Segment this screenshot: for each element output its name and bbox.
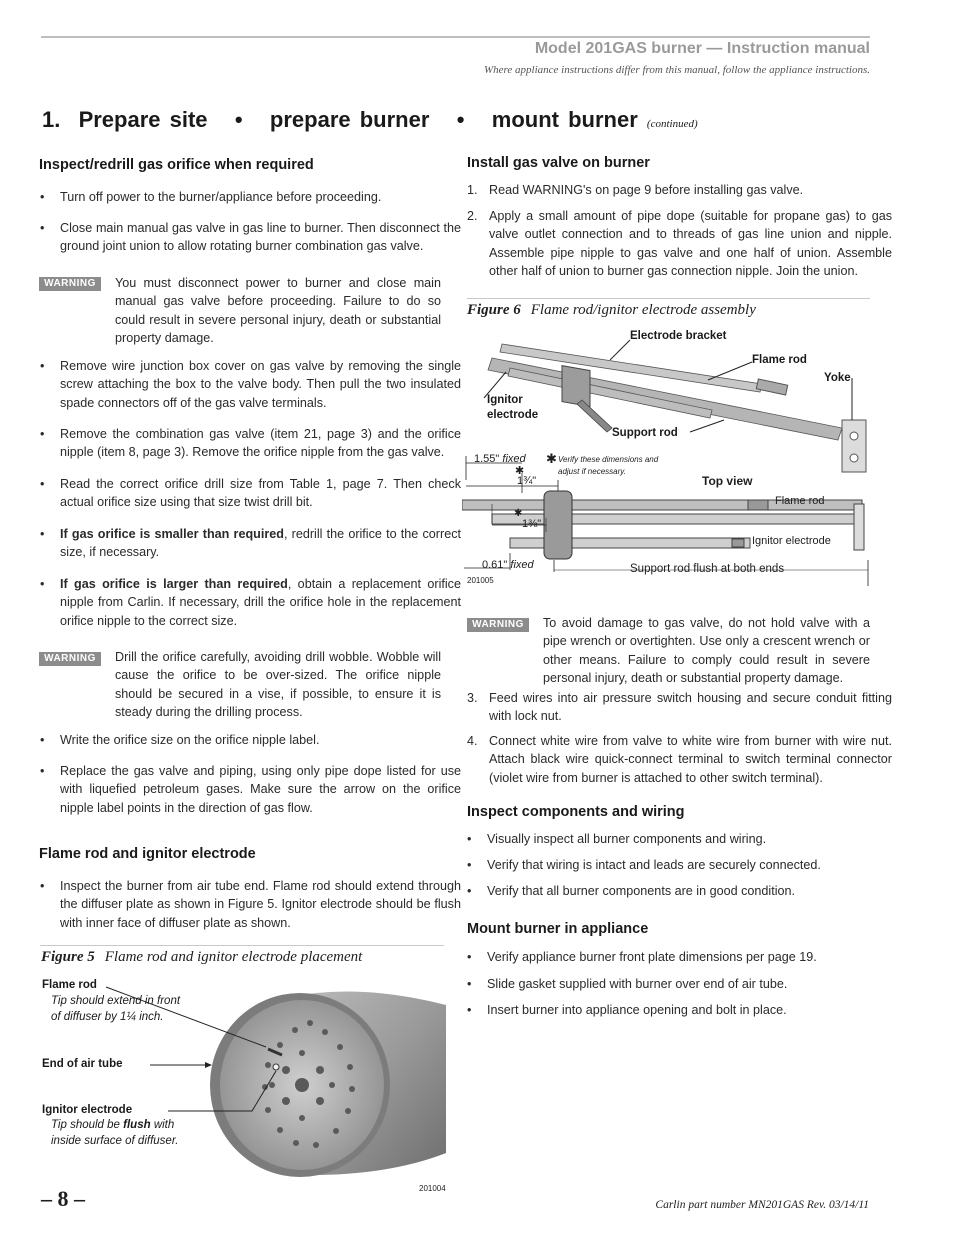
fig5-end-air-tube-label: End of air tube — [42, 1058, 123, 1070]
list-item: • Turn off power to the burner/appliance before proceeding. — [40, 188, 461, 206]
verify-note: adjust if necessary. — [558, 467, 626, 476]
step-number: 1. — [467, 183, 478, 197]
verify-note: Verify these dimensions and — [558, 455, 659, 464]
asterisk-icon: ✱ — [514, 508, 523, 519]
warning-badge: WARNING — [467, 618, 529, 632]
header-subtitle: Where appliance instructions differ from this manual, follow the appliance instructions. — [484, 64, 870, 76]
mount-burner-heading: Mount burner in appliance — [467, 921, 649, 937]
fig6-ignitor-label: Ignitor — [487, 394, 523, 406]
warning-text: You must disconnect power to burner and close main manual gas valve before proceeding. Failure to do so could result in severe personal injury, death or substantial property damage. — [115, 276, 441, 346]
list-item: • Slide gasket supplied with burner over end of air tube. — [467, 975, 890, 993]
fig5-flame-rod-note: of diffuser by 1¼ inch. — [51, 1011, 164, 1023]
dim-fixed: fixed — [510, 559, 534, 571]
dim-061 — [482, 559, 534, 571]
step-text: Connect white wire from valve to white wire from burner with wire nut. Attach black wire quick-connect terminal to switch terminal connector (violet wire from burner is attached to other switch terminal). — [489, 734, 892, 785]
step-number: 3. — [467, 691, 478, 705]
figure-rule — [40, 945, 444, 946]
figure5-caption — [41, 949, 362, 966]
figure-caption-text: Flame rod/ignitor electrode assembly — [530, 302, 756, 318]
page-number: – 8 – — [41, 1186, 85, 1211]
fig6-support-rod-label: Support rod — [612, 427, 678, 439]
step-number: 4. — [467, 734, 478, 748]
inspect-orifice-heading: Inspect/redrill gas orifice when required — [39, 157, 314, 173]
figure5-diagram — [40, 975, 446, 1195]
step-number: 2. — [467, 209, 478, 223]
fig5-flame-rod-label: Flame rod — [42, 979, 97, 991]
fig5-ignitor-note — [51, 1119, 174, 1131]
emphasis: flush — [123, 1119, 151, 1131]
figure-number: Figure 5 — [41, 949, 95, 965]
dim-134: 1¾" — [517, 475, 537, 487]
list-item — [467, 689, 892, 726]
fig5-flame-rod-note: Tip should extend in front — [51, 995, 181, 1007]
list-item: • Verify that wiring is intact and leads are securely connected. — [467, 856, 890, 874]
support-flush-label: Support rod flush at both ends — [630, 563, 785, 575]
list-item — [467, 207, 892, 281]
top-view-label: Top view — [702, 474, 753, 488]
inspect-components-heading: Inspect components and wiring — [467, 804, 685, 820]
figure6-caption — [467, 302, 756, 319]
emphasis: If gas orifice is smaller than required — [60, 527, 284, 541]
list-item: • Read the correct orifice drill size from Table 1, page 7. Then check actual orifice size using that size twist drill bit. — [40, 475, 461, 512]
iso-assembly — [488, 344, 866, 472]
emphasis: If gas orifice is larger than required — [60, 577, 288, 591]
list-item: • Remove the combination gas valve (item 21, page 3) and the orifice nipple (item 8, page 3). Remove the orifice nipple from the gas valve. — [40, 425, 461, 462]
list-item: • Replace the gas valve and piping, using only pipe dope listed for use with liquefied petroleum gases. Make sure the arrow on the orifice nipple label points in the direction of gas flow. — [40, 762, 461, 817]
warning-badge: WARNING — [39, 277, 101, 291]
dim-138: 1⅜" — [522, 518, 542, 530]
note-text: Tip should be — [51, 1119, 124, 1131]
install-valve-heading: Install gas valve on burner — [467, 155, 650, 171]
list-item — [467, 732, 892, 787]
dim-value: 0.61" — [482, 559, 508, 571]
figure-number: Figure 6 — [467, 302, 521, 318]
arrowhead — [205, 1062, 212, 1068]
fig5-ignitor-note: inside surface of diffuser. — [51, 1135, 179, 1147]
tv-ignitor-label: Ignitor electrode — [752, 535, 831, 547]
fig6-electrode-bracket-label: Electrode bracket — [630, 330, 727, 342]
fig6-ignitor-label: electrode — [487, 409, 539, 421]
warning-text: Drill the orifice carefully, avoiding drill wobble. Wobble will cause the orifice to be over-sized. The orifice nipple should be secured in a vise, if possible, to ensure it is steady during the drilling process. — [115, 650, 441, 720]
asterisk-icon: ✱ — [546, 451, 557, 466]
list-item: • Verify that all burner components are in good condition. — [467, 882, 890, 900]
list-item: • Verify appliance burner front plate dimensions per page 19. — [467, 948, 890, 966]
list-item: • Inspect the burner from air tube end. Flame rod should extend through the diffuser plate as shown in Figure 5. Ignitor electrode should be flush with inner face of diffuser plate as shown. — [40, 877, 461, 932]
list-item: • Remove wire junction box cover on gas valve by removing the single screw attaching the box to the valve body. Then pull the two insulated spade connectors off of the gas valve terminals. — [40, 357, 461, 412]
ignitor-tip — [273, 1064, 279, 1070]
warning-badge: WARNING — [39, 652, 101, 666]
section-title-text: 1. Prepare site • prepare burner • mount burner — [42, 107, 638, 132]
list-item — [40, 525, 461, 562]
section-continued: (continued) — [646, 118, 698, 130]
tv-flame-rod-label: Flame rod — [775, 495, 825, 507]
warning-text: To avoid damage to gas valve, do not hold valve with a pipe wrench or overtighten. Use only a crescent wrench or other means. Failure to comply could result in severe personal injury, death or substantial property damage. — [543, 616, 870, 686]
fig6-yoke-label: Yoke — [824, 372, 851, 384]
part-number: Carlin part number MN201GAS Rev. 03/14/11 — [655, 1199, 869, 1211]
step-text: Apply a small amount of pipe dope (suitable for propane gas) to gas valve outlet connection and to threads of gas line union and nipple. Assemble pipe nipple to gas valve and one half of union. Assemble other half of union to burner gas connection nipple. Join the union. — [489, 209, 892, 279]
dim-fixed: fixed — [502, 453, 526, 465]
header-title: Model 201GAS burner — Instruction manual — [534, 40, 870, 57]
yoke-plate — [842, 420, 866, 472]
fig6-code: 201005 — [467, 576, 494, 585]
note-text: with — [150, 1119, 175, 1131]
fig5-code: 201004 — [419, 1184, 446, 1193]
fig5-ignitor-label: Ignitor electrode — [42, 1104, 133, 1116]
fig6-flame-rod-label: Flame rod — [752, 354, 807, 366]
list-item: • Write the orifice size on the orifice nipple label. — [40, 731, 461, 749]
flame-rod-heading: Flame rod and ignitor electrode — [39, 846, 256, 862]
figure-caption-text: Flame rod and ignitor electrode placement — [104, 949, 363, 965]
step-text: Read WARNING's on page 9 before installing gas valve. — [489, 183, 804, 197]
list-item — [467, 181, 892, 199]
list-item: • Visually inspect all burner components and wiring. — [467, 830, 890, 848]
list-item-text: , redrill the orifice to the correct size, if necessary. — [60, 527, 461, 560]
dim-value: 1.55" — [474, 453, 500, 465]
section-title — [42, 107, 698, 133]
list-item: • Insert burner into appliance opening and bolt in place. — [467, 1001, 890, 1019]
list-item — [40, 575, 461, 630]
list-item-text: , obtain a replacement orifice nipple from Carlin. If necessary, drill the orifice hole in the replacement orifice nipple to the correct size. — [60, 577, 461, 628]
asterisk-icon: ✱ — [515, 465, 525, 477]
step-text: Feed wires into air pressure switch housing and secure conduit fitting with lock nut. — [489, 691, 892, 724]
header-rule — [41, 36, 870, 38]
figure-rule — [467, 298, 870, 299]
list-item: • Close main manual gas valve in gas line to burner. Then disconnect the ground joint union to allow rotating burner combination gas valve. — [40, 219, 461, 256]
